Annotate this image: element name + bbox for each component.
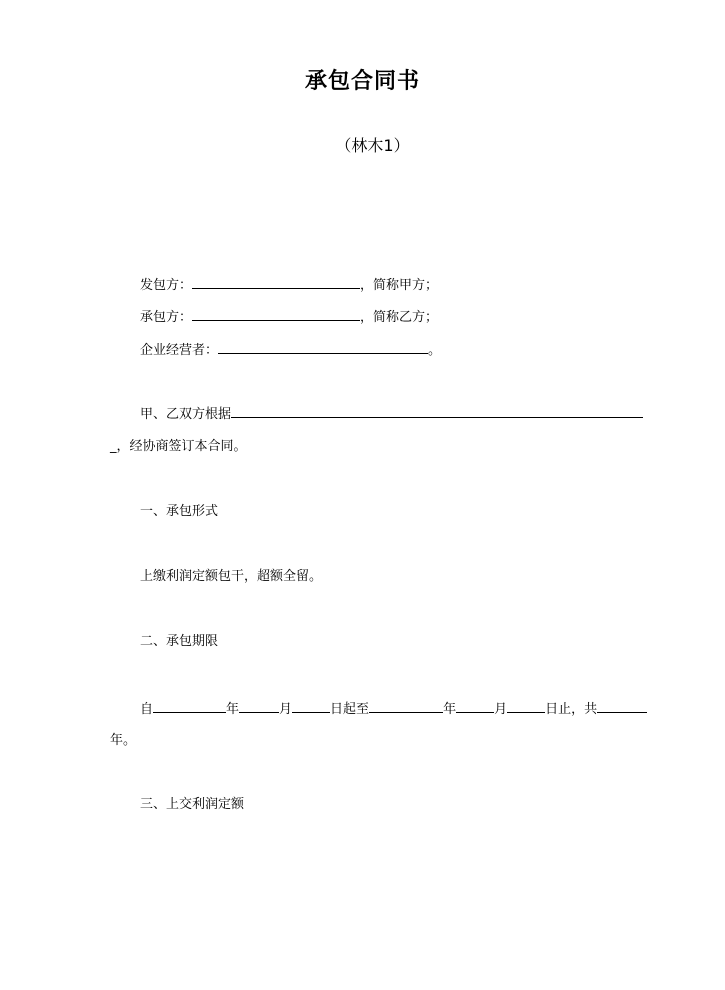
contractor-line <box>140 275 438 295</box>
term-total-blank <box>597 699 647 713</box>
term-year1: 年 <box>226 702 240 717</box>
contractee-blank <box>192 307 360 321</box>
term-month1: 月 <box>279 702 293 717</box>
contractee-label: 承包方： <box>140 310 193 325</box>
end-day-blank <box>507 699 545 713</box>
operator-line <box>140 340 441 360</box>
start-day-blank <box>292 699 330 713</box>
document-subtitle: （林木1） <box>335 136 410 155</box>
term-month2: 月 <box>494 702 508 717</box>
term-day-end: 日止，共 <box>545 702 598 717</box>
preamble-line-1 <box>140 404 643 424</box>
section3-heading: 三、上交利润定额 <box>140 797 245 812</box>
term-from: 自 <box>140 702 154 717</box>
preamble-underscore: _ <box>110 439 117 454</box>
contractor-label: 发包方： <box>140 278 193 293</box>
preamble-blank <box>231 404 643 418</box>
section1-body: 上缴利润定额包干，超额全留。 <box>140 569 323 584</box>
document-title: 承包合同书 <box>304 69 420 94</box>
term-line-2: 年。 <box>110 733 137 748</box>
operator-suffix: 。 <box>428 343 442 358</box>
contractor-blank <box>192 275 360 289</box>
section1-heading: 一、承包形式 <box>140 504 219 519</box>
contractee-line <box>140 307 438 327</box>
term-line-1 <box>140 699 647 719</box>
preamble-end: ，经协商签订本合同。 <box>116 439 247 454</box>
term-year2: 年 <box>443 702 457 717</box>
preamble-start: 甲、乙双方根据 <box>140 407 232 422</box>
contractor-suffix: ，简称甲方； <box>360 278 439 293</box>
end-month-blank <box>456 699 494 713</box>
operator-blank <box>218 340 428 354</box>
term-day-start: 日起至 <box>330 702 370 717</box>
section2-heading: 二、承包期限 <box>140 634 219 649</box>
preamble-line-2 <box>110 438 247 456</box>
start-year-blank <box>153 699 226 713</box>
start-month-blank <box>239 699 279 713</box>
contractee-suffix: ，简称乙方； <box>360 310 439 325</box>
operator-label: 企业经营者： <box>140 343 219 358</box>
end-year-blank <box>369 699 443 713</box>
